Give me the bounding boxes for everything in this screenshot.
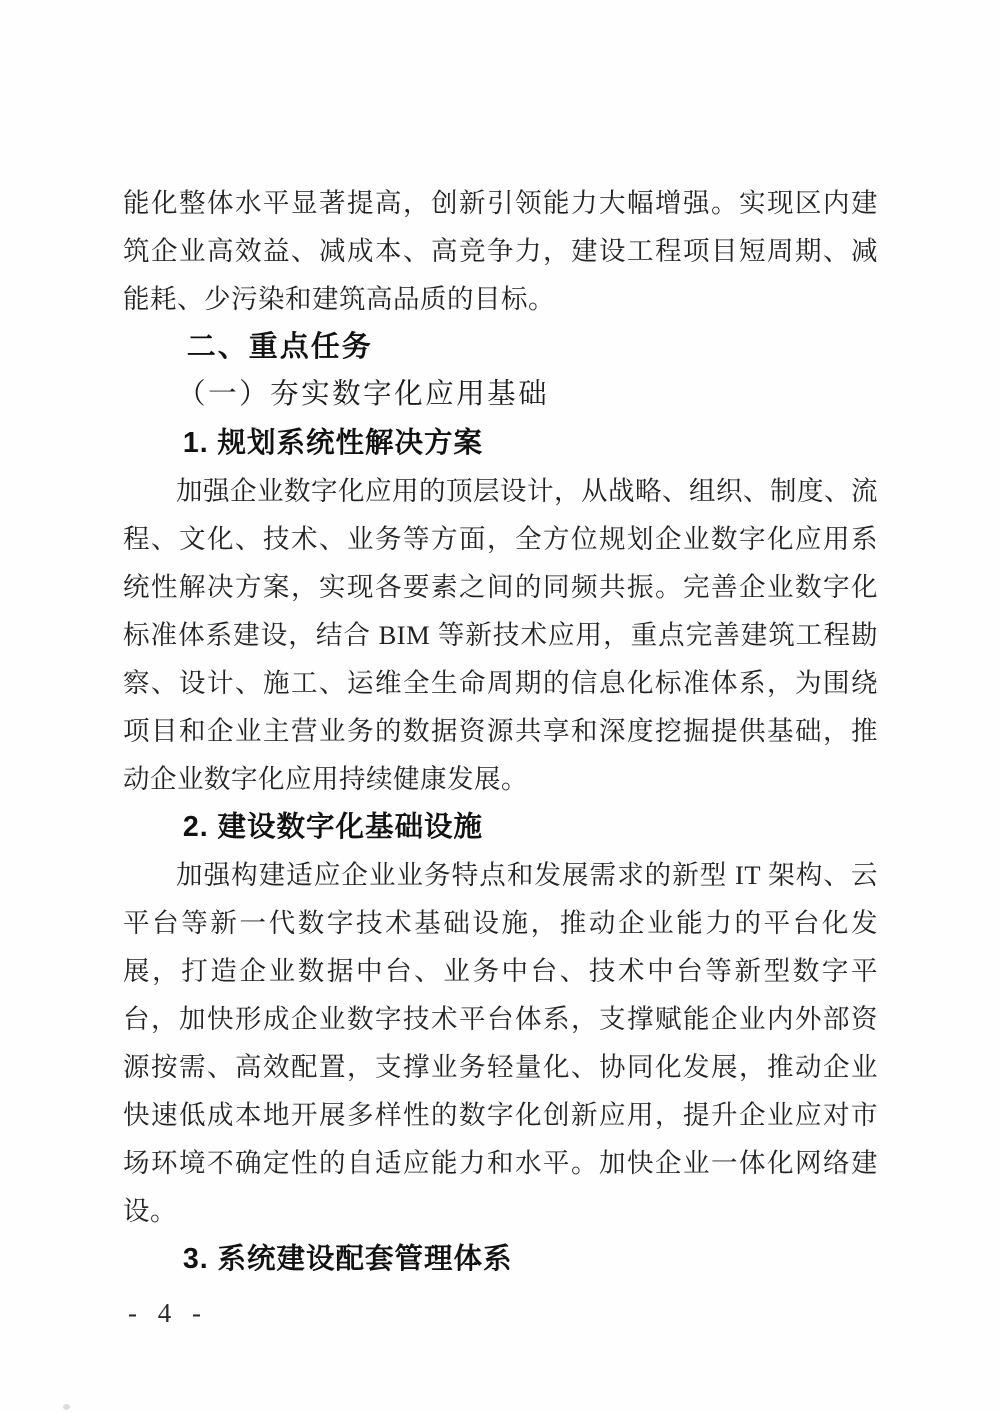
paragraph-continuation: 能化整体水平显著提高，创新引领能力大幅增强。实现区内建筑企业高效益、减成本、高竞争力，建设工程项目短周期、减能耗、少污染和建筑高品质的目标。: [123, 188, 878, 314]
page-number: - 4 -: [128, 1298, 208, 1328]
numbered-heading-systematic-solution: 1. 规划系统性解决方案: [182, 427, 484, 459]
numbered-heading-management-system: 3. 系统建设配套管理体系: [182, 1243, 513, 1275]
paragraph-systematic-solution: 加强企业数字化应用的顶层设计，从战略、组织、制度、流程、文化、技术、业务等方面，全方位规划企业数字化应用系统性解决方案，实现各要素之间的同频共振。完善企业数字化标准体系建设，结合 BIM 等新技术应用，重点完善建筑工程勘察、设计、施工、运维全生命周期的信息化标准体系，为围绕项目和企业主营业务的数据资源共享和深度挖掘提供基础，推动企业数字化应用持续健康发展。: [123, 476, 878, 794]
scan-artifact-dot: [63, 1404, 70, 1410]
subsection-heading-digital-foundation: （一）夯实数字化应用基础: [177, 379, 550, 410]
paragraph-digital-infrastructure: 加强构建适应企业业务特点和发展需求的新型 IT 架构、云平台等新一代数字技术基础设施，推动企业能力的平台化发展，打造企业数据中台、业务中台、技术中台等新型数字平台，加快形成企业数字技术平台体系，支撑赋能企业内外部资源按需、高效配置，支撑业务轻量化、协同化发展，推动企业快速低成本地开展多样性的数字化创新应用，提升企业应对市场环境不确定性的自适应能力和水平。加快企业一体化网络建设。: [123, 860, 878, 1226]
numbered-heading-digital-infrastructure: 2. 建设数字化基础设施: [182, 811, 484, 843]
section-heading-key-tasks: 二、重点任务: [186, 331, 373, 363]
document-body: [123, 179, 878, 1283]
